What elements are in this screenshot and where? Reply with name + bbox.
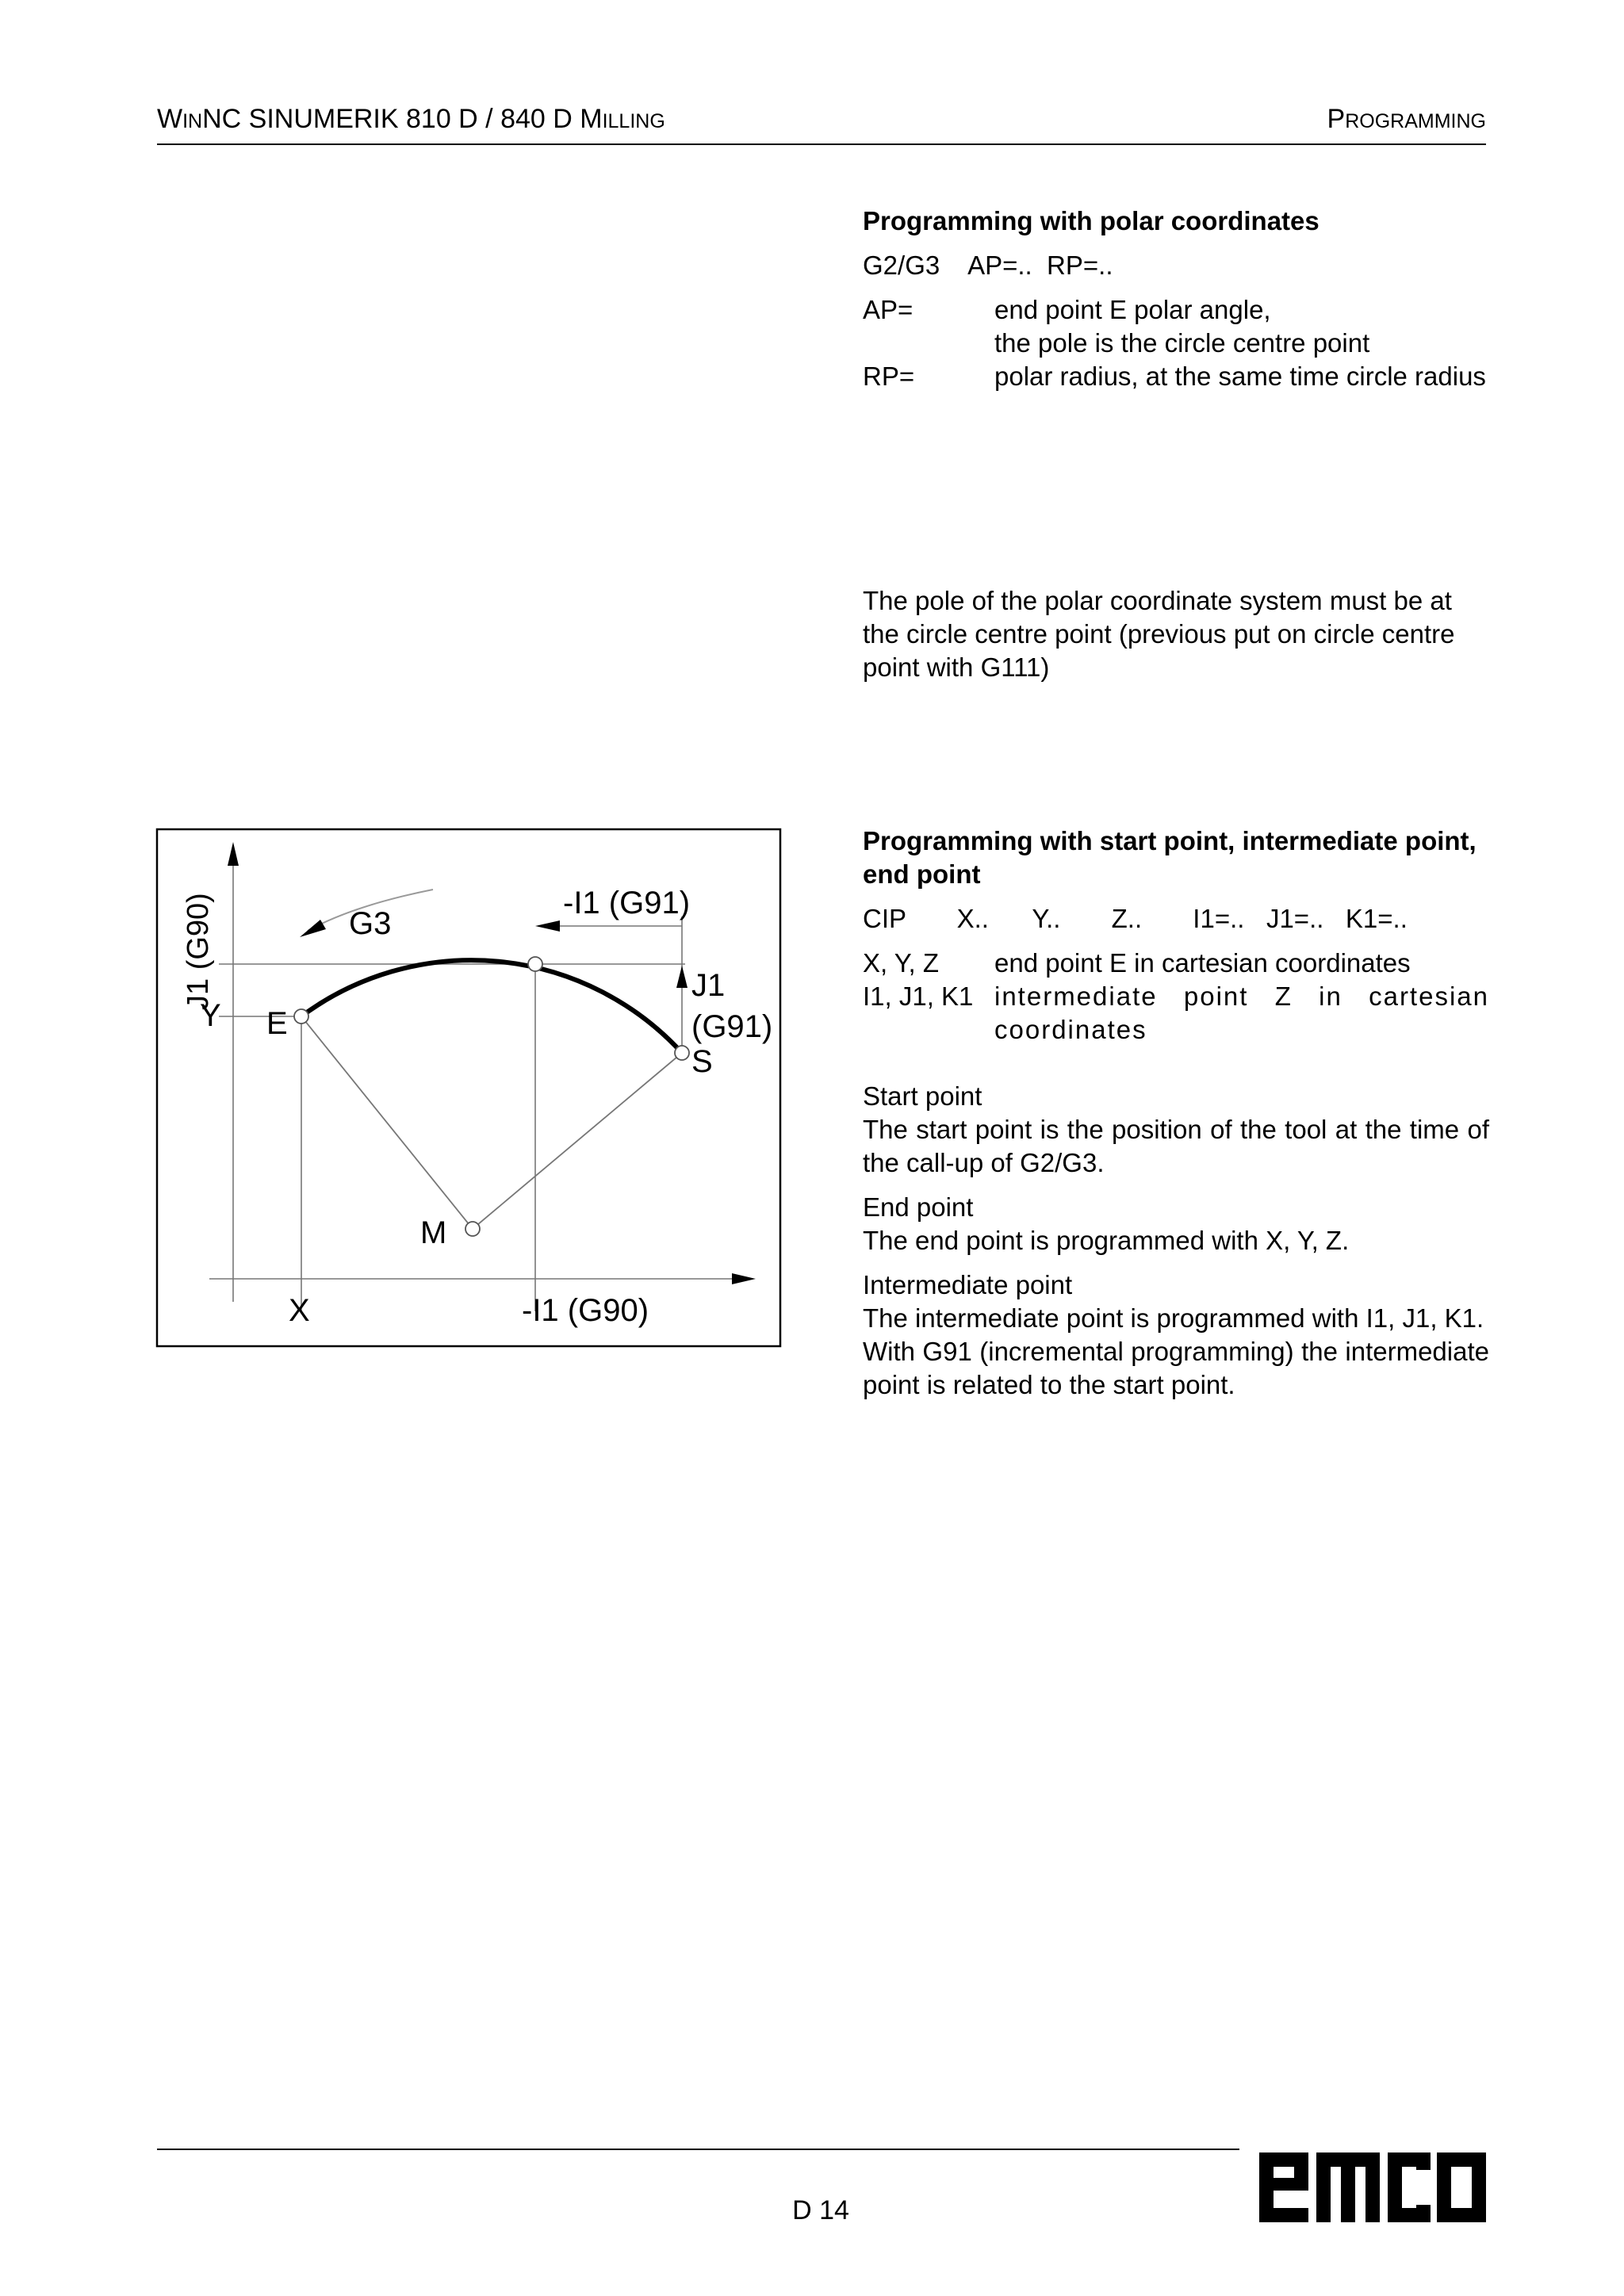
cip-section xyxy=(863,825,1489,1402)
param-label: I1, J1, K1 xyxy=(863,982,974,1011)
intermediate-point-marker xyxy=(528,957,542,971)
header-section xyxy=(1327,103,1486,137)
header-section-part: P xyxy=(1327,104,1346,134)
param-text: end point E polar angle, xyxy=(994,295,1271,324)
label-g3: G3 xyxy=(349,906,392,941)
label-x: X xyxy=(289,1293,310,1328)
polar-title: Programming with polar coordinates xyxy=(863,206,1320,235)
polar-syntax: G2/G3 AP=.. RP=.. xyxy=(863,251,1113,280)
polar-section xyxy=(863,205,1489,393)
circle-diagram xyxy=(155,828,782,1348)
logo-letter-c xyxy=(1388,2152,1431,2222)
label-y: Y xyxy=(200,998,221,1033)
header-title xyxy=(157,103,665,137)
label-m: M xyxy=(420,1215,447,1250)
page-number: D 14 xyxy=(792,2195,849,2225)
footer-rule xyxy=(157,2149,1239,2150)
param-text: polar radius, at the same time circle radius xyxy=(994,362,1486,391)
param-label: X, Y, Z xyxy=(863,948,940,978)
logo-letter-o xyxy=(1437,2152,1486,2222)
header-title-part: W xyxy=(157,104,183,134)
label-g91: (G91) xyxy=(691,1009,773,1044)
param-text: intermediate point Z in cartesian coordinates xyxy=(994,982,1489,1044)
label-i1-g90: -I1 (G90) xyxy=(522,1293,649,1328)
param-label: AP= xyxy=(863,295,914,324)
start-point-heading: Start point xyxy=(863,1081,982,1111)
header-rule xyxy=(157,144,1486,145)
label-e: E xyxy=(266,1006,288,1041)
polar-param-rp xyxy=(863,360,1489,393)
cip-syntax: CIP X.. Y.. Z.. I1=.. J1=.. K1=.. xyxy=(863,904,1408,933)
centre-point-marker xyxy=(465,1222,480,1236)
intermediate-point-heading: Intermediate point xyxy=(863,1270,1073,1299)
label-j1: J1 xyxy=(691,968,726,1003)
cip-param-xyz xyxy=(863,947,1489,980)
param-text: the pole is the circle centre point xyxy=(994,328,1370,358)
header-title-part: NC SINUMERIK 810 D / 840 D M xyxy=(202,104,603,134)
polar-note-text: The pole of the polar coordinate system must be at the circle centre point (previous put on circle centre point with G111) xyxy=(863,586,1455,682)
emco-logo xyxy=(1259,2152,1486,2222)
logo-letter-e xyxy=(1259,2152,1308,2222)
start-point-text: The start point is the position of the tool at the time of the call-up of G2/G3. xyxy=(863,1115,1489,1177)
end-point-marker xyxy=(294,1009,308,1024)
param-label: RP= xyxy=(863,362,915,391)
cip-title: Programming with start point, intermediate point, end point xyxy=(863,826,1477,889)
label-j1-g90: J1 (G90) xyxy=(182,893,215,1010)
logo-letter-m xyxy=(1316,2152,1380,2222)
intermediate-point-text: The intermediate point is programmed with I1, J1, K1. With G91 (incremental programming) the intermediate point is related to the start point. xyxy=(863,1303,1489,1399)
header-title-part: IN xyxy=(182,110,203,132)
end-point-heading: End point xyxy=(863,1192,974,1222)
polar-param-ap xyxy=(863,293,1489,360)
param-text: end point E in cartesian coordinates xyxy=(994,948,1411,978)
header-section-part: ROGRAMMING xyxy=(1345,110,1486,132)
end-point-text: The end point is programmed with X, Y, Z. xyxy=(863,1226,1350,1255)
start-point-marker xyxy=(675,1046,689,1060)
label-s: S xyxy=(691,1044,713,1079)
cip-param-ijk xyxy=(863,980,1489,1047)
header-title-part: ILLING xyxy=(602,110,665,132)
polar-note xyxy=(863,584,1489,684)
label-i1-g91: -I1 (G91) xyxy=(563,886,691,920)
